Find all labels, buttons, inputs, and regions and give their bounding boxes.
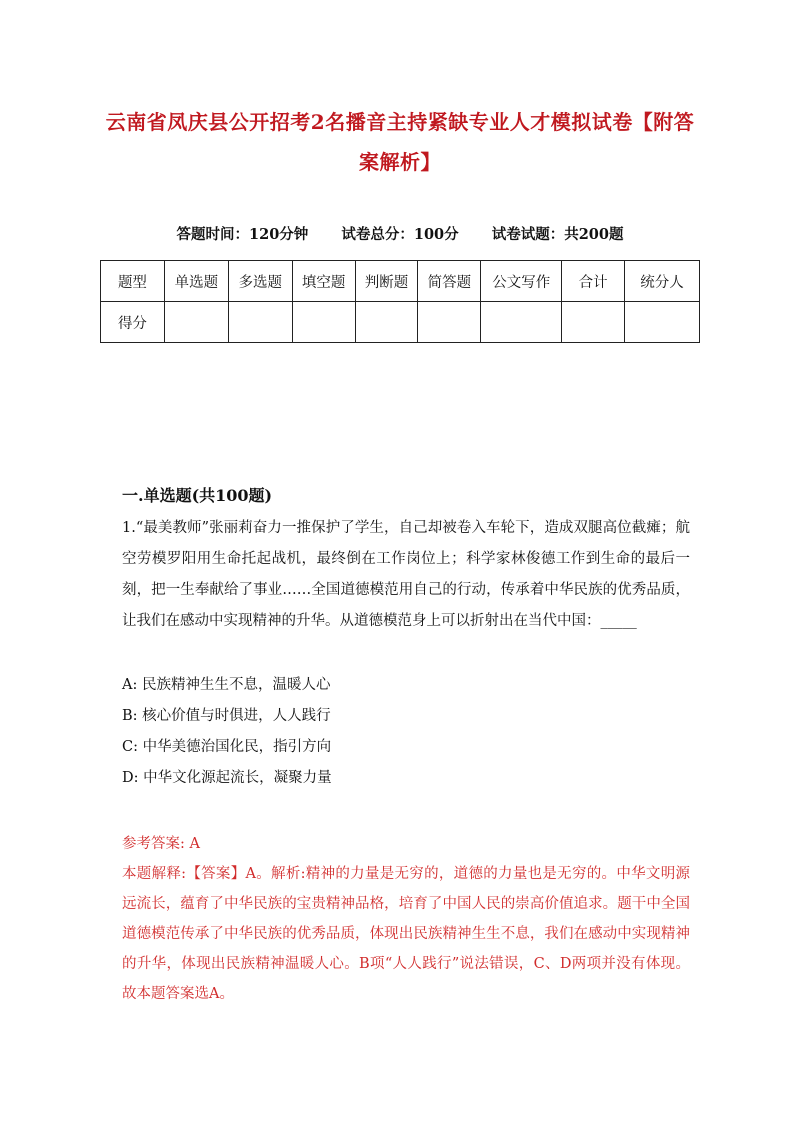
score-cell [164,302,228,343]
answer-block [122,829,690,1009]
reference-answer: 参考答案: A [122,836,200,852]
exam-total-score: 试卷总分：100分 [341,226,459,243]
score-cell [418,302,481,343]
score-table-score-row [101,302,700,343]
header-cell: 单选题 [164,261,228,302]
header-cell: 判断题 [355,261,418,302]
document-title-line2: 案解析】 [359,150,441,174]
score-cell [355,302,418,343]
header-cell: 公文写作 [481,261,562,302]
score-table [100,260,700,343]
option-a: A: 民族精神生生不息，温暖人心 [122,677,331,693]
exam-time: 答题时间：120分钟 [176,226,309,243]
option-c: C: 中华美德治国化民，指引方向 [122,739,332,755]
section-title: 一.单选题(共100题) [122,486,273,505]
header-cell: 题型 [101,261,165,302]
header-cell: 填空题 [292,261,355,302]
header-cell: 简答题 [418,261,481,302]
score-cell [625,302,700,343]
header-cell: 多选题 [228,261,292,302]
score-table-header-row [101,261,700,302]
question-text: 1.“最美教师”张丽莉奋力一推保护了学生，自己却被卷入车轮下，造成双腿高位截瘫；航空劳模罗阳用生命托起战机，最终倒在工作岗位上；科学家林俊德工作到生命的最后一刻，把一生奉献给了事业……全国道德模范用自己的行动，传承着中华民族的优秀品质，让我们在感动中实现精神的升华。从道德模范身上可以折射出在当代中国：_____ [122,520,690,629]
exam-meta [100,223,700,244]
score-cell [228,302,292,343]
option-d: D: 中华文化源起流长，凝聚力量 [122,770,332,786]
answer-explanation: 本题解释:【答案】A。解析:精神的力量是无穷的，道德的力量也是无穷的。中华文明源远流长，蕴育了中华民族的宝贵精神品格，培育了中国人民的崇高价值追求。题干中全国道德模范传承了中华民族的优秀品质，体现出民族精神生生不息，我们在感动中实现精神的升华，体现出民族精神温暖人心。B项“人人践行”说法错误，C、D两项并没有体现。故本题答案选A。 [122,866,690,1002]
exam-question-count: 试卷试题：共200题 [491,226,624,243]
score-cell [481,302,562,343]
header-cell: 统分人 [625,261,700,302]
row-label-cell: 得分 [101,302,165,343]
document-title-line1: 云南省凤庆县公开招考2名播音主持紧缺专业人才模拟试卷【附答 [105,110,695,134]
header-cell: 合计 [562,261,625,302]
option-list [122,670,332,794]
option-b: B: 核心价值与时俱进，人人践行 [122,708,331,724]
score-cell [562,302,625,343]
score-cell [292,302,355,343]
